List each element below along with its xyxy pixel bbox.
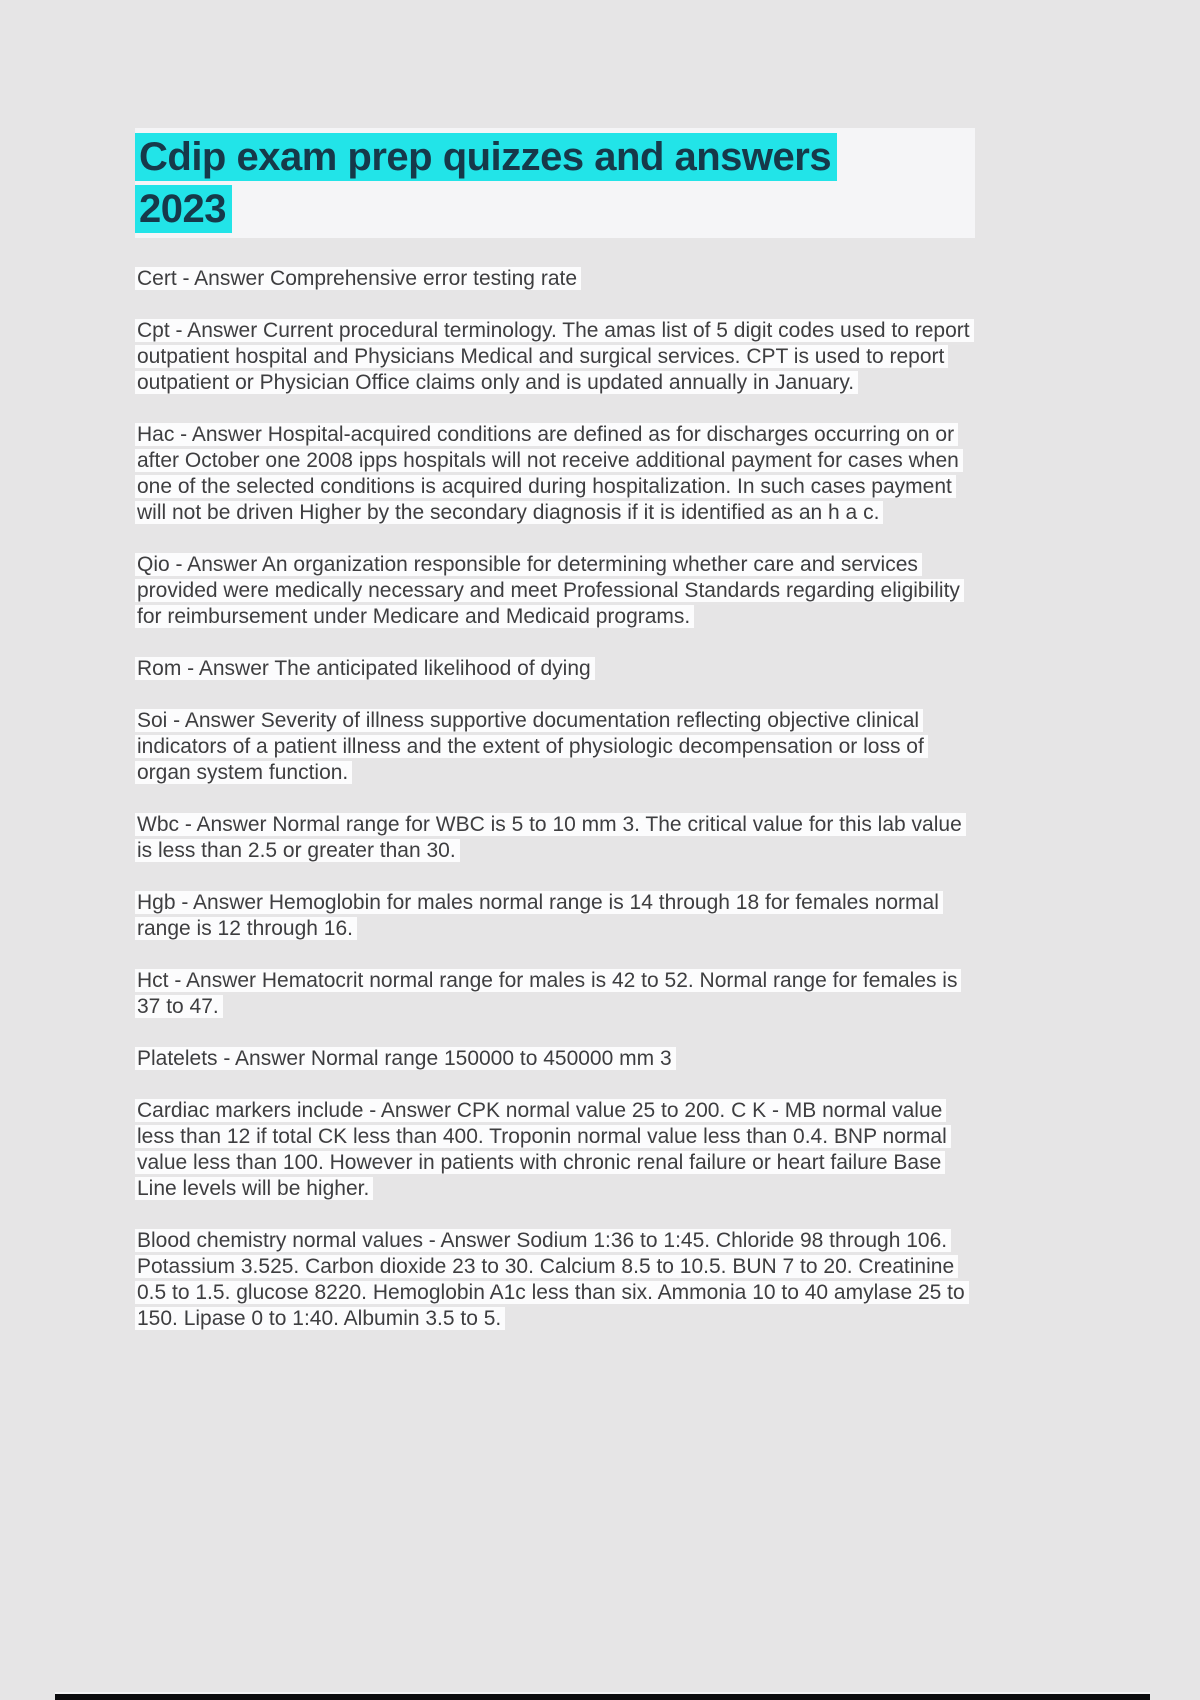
qa-paragraph — [135, 812, 973, 864]
qa-text: Soi - Answer Severity of illness supportive documentation reflecting objective clinical indicators of a patient illness and the extent of physiologic decompensation or loss of organ system function. — [135, 709, 928, 784]
next-page-divider — [55, 1692, 1150, 1700]
qa-paragraph — [135, 656, 973, 682]
qa-paragraph — [135, 968, 973, 1020]
qa-paragraph — [135, 552, 973, 630]
qa-text: Blood chemistry normal values - Answer Sodium 1:36 to 1:45. Chloride 98 through 106. Potassium 3.525. Carbon dioxide 23 to 30. Calcium 8.5 to 10.5. BUN 7 to 20. Creatinine 0.5 to 1.5. glucose 8220. Hemoglobin A1c less than six. Ammonia 10 to 40 amylase 25 to 150. Lipase 0 to 1:40. Albumin 3.5 to 5. — [135, 1229, 969, 1330]
qa-paragraph — [135, 422, 973, 526]
qa-text: Cpt - Answer Current procedural terminology. The amas list of 5 digit codes used to report outpatient hospital and Physicians Medical and surgical services. CPT is used to report outpatient or Physician Office claims only and is updated annually in January. — [135, 319, 974, 394]
title-panel — [135, 128, 975, 238]
qa-text: Qio - Answer An organization responsible for determining whether care and services provided were medically necessary and meet Professional Standards regarding eligibility for reimbursement under Medicare and Medicaid programs. — [135, 553, 964, 628]
qa-text: Cardiac markers include - Answer CPK normal value 25 to 200. C K - MB normal value less than 12 if total CK less than 400. Troponin normal value less than 0.4. BNP normal value less than 100. However in patients with chronic renal failure or heart failure Base Line levels will be higher. — [135, 1099, 951, 1200]
qa-text: Cert - Answer Comprehensive error testing rate — [135, 267, 581, 290]
qa-text: Wbc - Answer Normal range for WBC is 5 to 10 mm 3. The critical value for this lab value is less than 2.5 or greater than 30. — [135, 813, 966, 862]
qa-paragraph — [135, 1098, 973, 1202]
qa-text: Hgb - Answer Hemoglobin for males normal range is 14 through 18 for females normal range is 12 through 16. — [135, 891, 943, 940]
qa-text: Platelets - Answer Normal range 150000 to 450000 mm 3 — [135, 1047, 676, 1070]
qa-paragraph — [135, 318, 973, 396]
qa-text: Rom - Answer The anticipated likelihood of dying — [135, 657, 595, 680]
page-title — [135, 131, 955, 235]
qa-paragraph — [135, 1046, 973, 1072]
qa-paragraph — [135, 266, 973, 292]
qa-paragraph — [135, 708, 973, 786]
qa-text: Hac - Answer Hospital-acquired conditions are defined as for discharges occurring on or after October one 2008 ipps hospitals will not receive additional payment for cases when one of the selected conditions is acquired during hospitalization. In such cases payment will not be driven Higher by the secondary diagnosis if it is identified as an h a c. — [135, 423, 963, 524]
page-title-line-1: Cdip exam prep quizzes and answers — [135, 133, 837, 181]
page-title-line-2: 2023 — [135, 185, 232, 233]
qa-paragraph — [135, 890, 973, 942]
qa-list — [135, 266, 973, 1332]
qa-paragraph — [135, 1228, 973, 1332]
qa-text: Hct - Answer Hematocrit normal range for males is 42 to 52. Normal range for females is 37 to 47. — [135, 969, 961, 1018]
